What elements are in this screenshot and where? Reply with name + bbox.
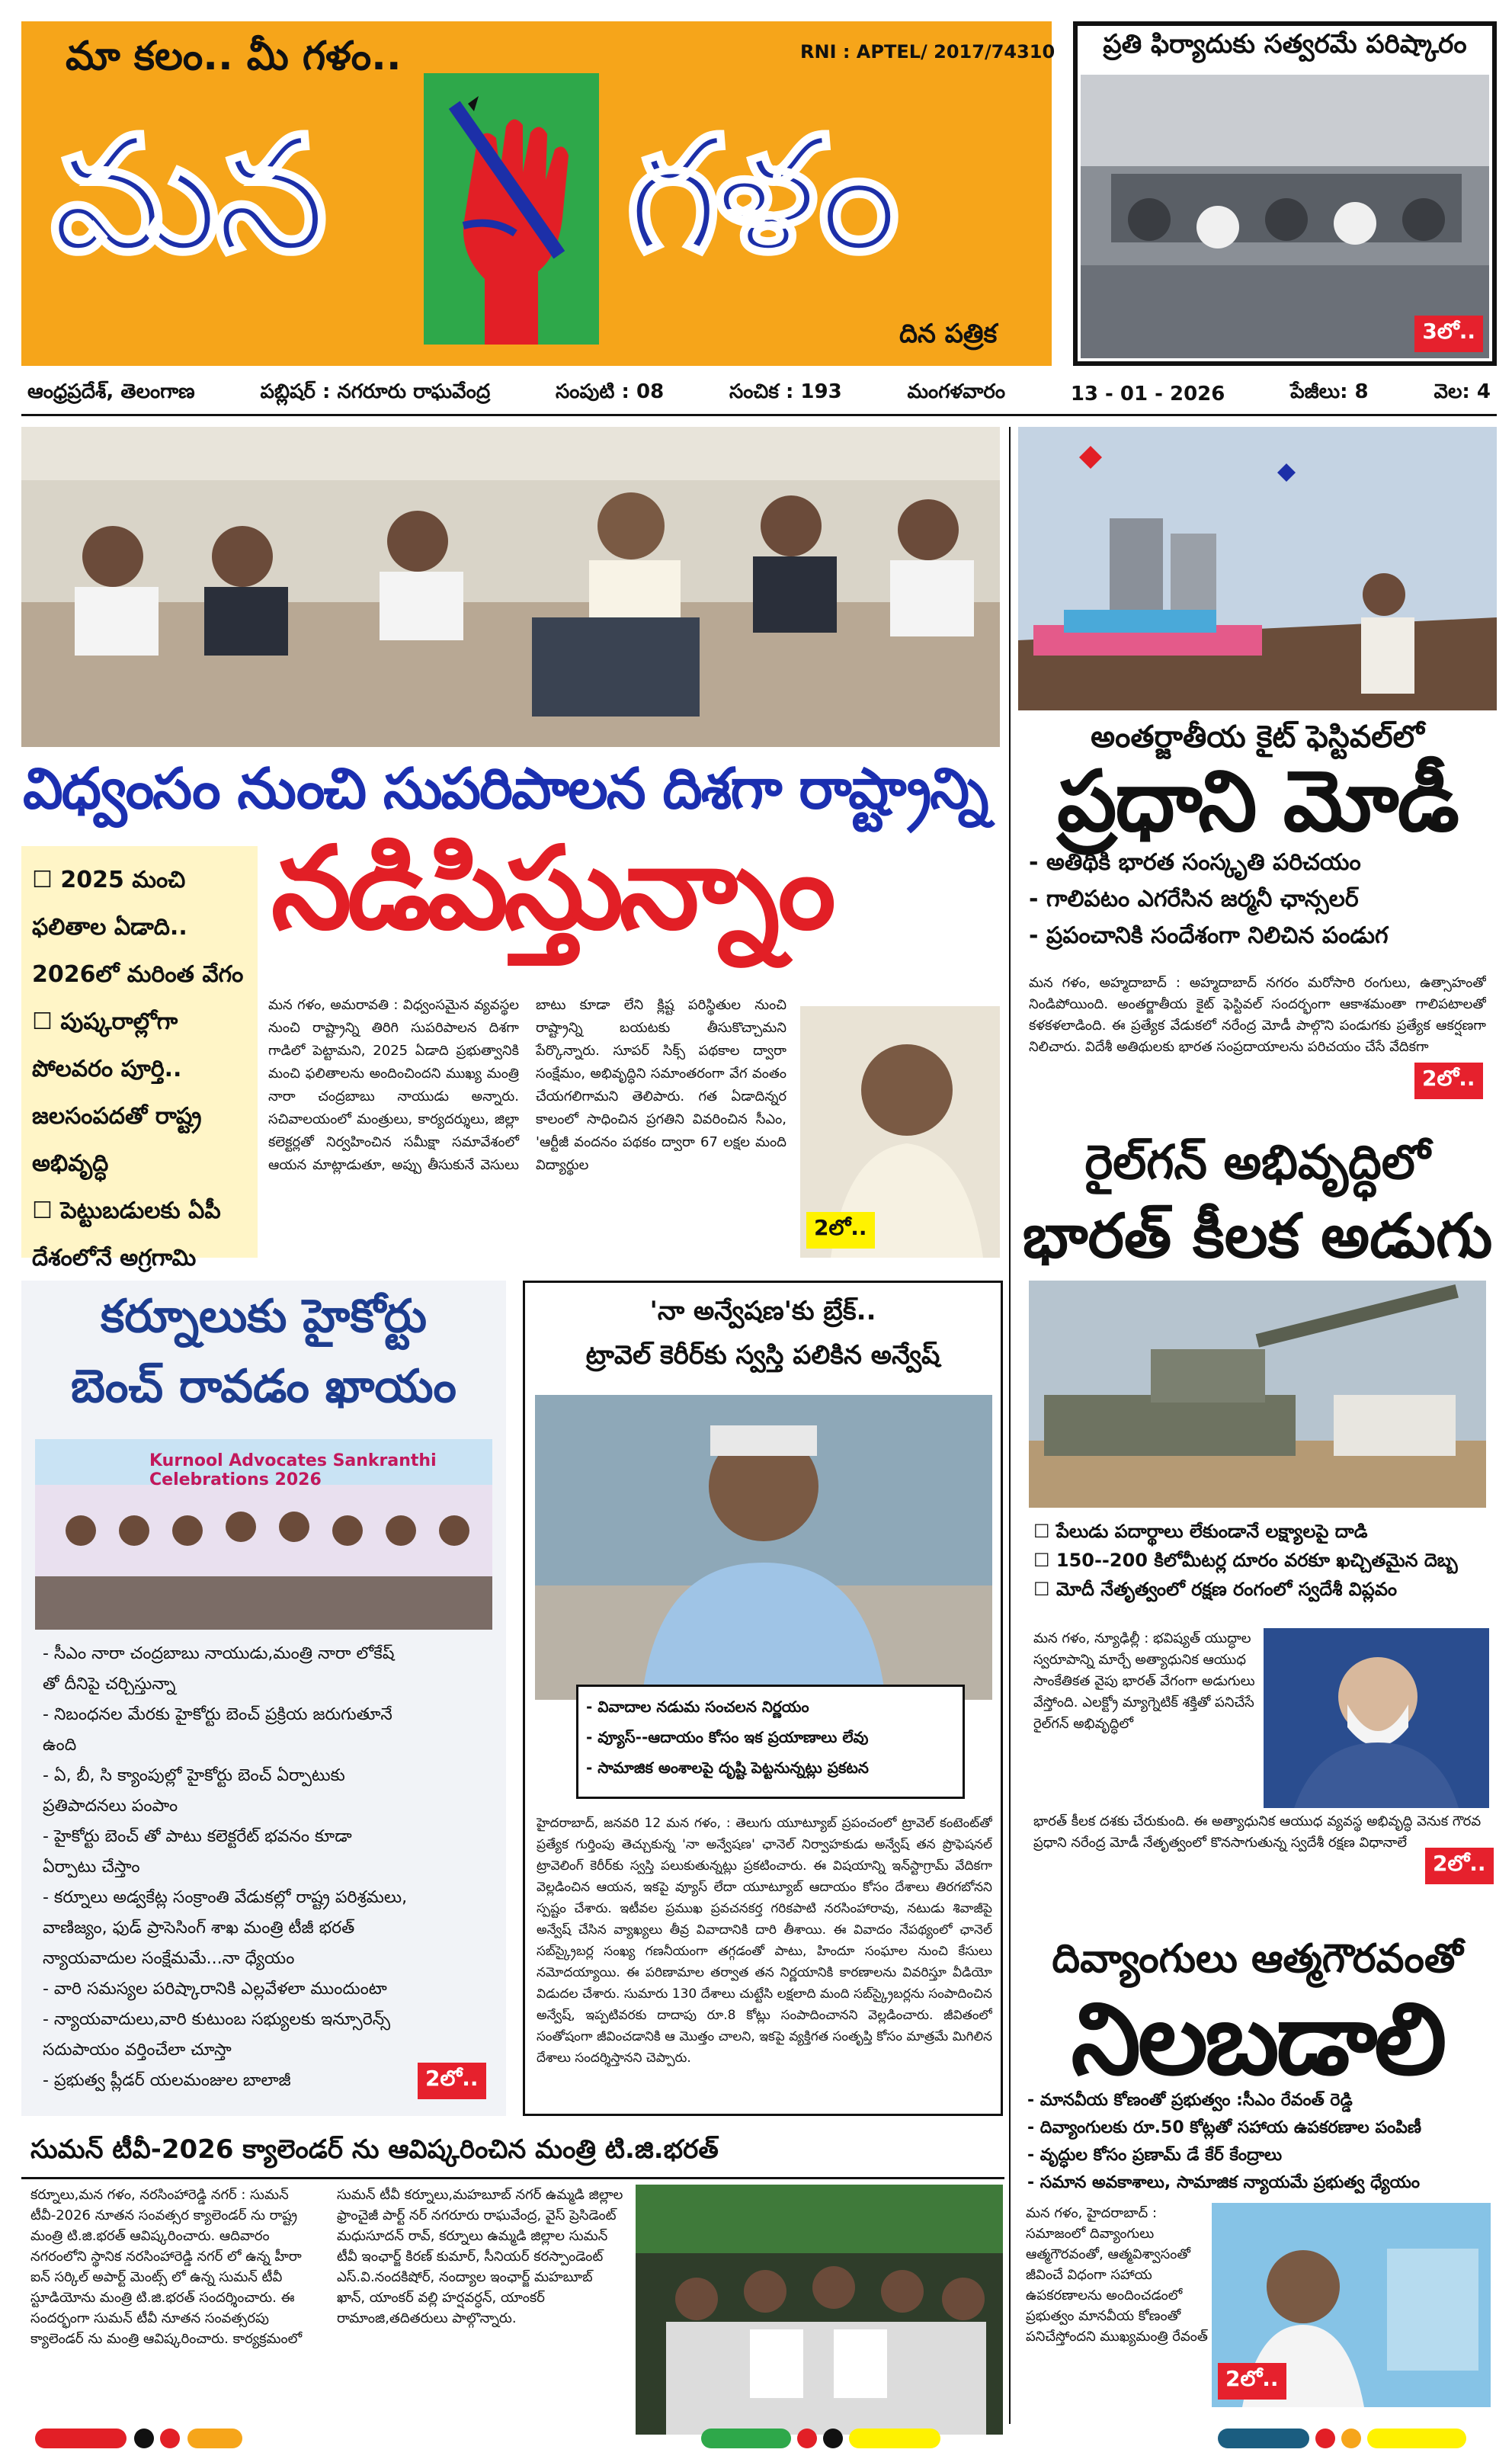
lead-highlight-line: ఫలితాల ఏడాది.. <box>32 914 187 941</box>
railgun-subheading: రైల్‌గన్ అభివృద్ధిలో <box>1084 1134 1430 1190</box>
disabled-bullet: - వృద్ధుల కోసం ప్రణామ్ డే కేర్ కేంద్రాలు <box>1027 2146 1283 2165</box>
kite-subheading: అంతర్జాతీయ కైట్ ఫెస్టివల్‌లో <box>1091 720 1424 755</box>
lead-highlights <box>21 846 258 1271</box>
suman-article-body: కర్నూలు,మన గళం, నరసింహారెడ్డి నగర్ : సుమన్ టీవీ-2026 నూతన సంవత్సర క్యాలెండర్ ను రాష్ట్ర మంత్రి టి.జి.భరత్ ఆవిష్కరించారు. ఆదివారం నగరంలోని స్థానిక నరసింహారెడ్డి నగర్ లో ఉన్న హీరా ఐన్ సర్కిల్ అపార్ట్ మెంట్స్ లో ఉన్న సుమన్ టీవీ స్టూడియోను మంత్రి టి.జి.భరత్ సందర్శించారు. ఈ సందర్భంగా సుమన్ టీవీ నూతన సంవత్సరపు క్యాలెండర్ ను మంత్రి ఆవిష్కరించారు. కార్యక్రమంలో సుమన్ టీవీ కర్నూలు,మహబూబ్ నగర్ ఉమ్మడి జిల్లాల ఫ్రాంచైజీ పార్ట్ నర్ నగరూరు రాఘవేంద్ర, వైస్ ప్రెసిడెంట్ మధుసూదన్ రావ్, కర్నూలు ఉమ్మడి జిల్లాల సుమన్ టీవీ ఇంఛార్జ్ కిరణ్ కుమార్, సీనియర్ కరస్పాండెంట్ ఎస్.వి.నందకిషోర్, నంద్యాల ఇంఛార్జ్ మహబూబ్ ఖాన్, యాంకర్ వల్లి హర్షవర్ధన్, యాంకర్ రామాంజి,తదితరులు పాల్గొన్నారు. <box>30 2187 623 2347</box>
kite-bullet: - ప్రపంచానికి సందేశంగా నిలిచిన పండుగ <box>1029 922 1389 949</box>
kurnool-bullet: - హైకోర్టు బెంచ్ తో పాటు కలెక్టరేట్ భవనం కూడా <box>43 1827 352 1846</box>
footer-bar-green <box>701 2429 791 2448</box>
suman-calendar-photo <box>636 2185 1003 2435</box>
states-label: ఆంధ్రప్రదేశ్, తెలంగాణ <box>27 380 195 403</box>
kurnool-photo-banner: Kurnool Advocates Sankranthi Celebrations 2026 <box>149 1451 437 1489</box>
footer-dot <box>134 2429 154 2448</box>
lead-highlight-line: అభివృద్ధి <box>32 1150 109 1177</box>
kurnool-bullet: - నిబంధనల మేరకు హైకోర్టు బెంచ్ ప్రక్రియ జరుగుతూనే <box>43 1705 392 1724</box>
kurnool-bullet: ఉంది <box>43 1736 77 1755</box>
footer-dot <box>797 2429 817 2448</box>
masthead-subtitle: దిన పత్రిక <box>899 319 998 349</box>
kurnool-bullet: ఏర్పాటు చేస్తాం <box>43 1858 140 1877</box>
footer-dot <box>1315 2429 1335 2448</box>
kite-page-tag[interactable]: 2లో.. <box>1414 1063 1483 1099</box>
railgun-article-body: మన గళం, న్యూఢిల్లీ : భవిష్యత్ యుద్ధాల స్వరూపాన్ని మార్చే అత్యాధునిక ఆయుధ సాంకేతికత వైపు భారత్ వేగంగా అడుగులు వేస్తోంది. ఎలక్ట్రో మ్యాగ్నెటిక్ శక్తితో పనిచేసే రైల్‌గన్ అభివృద్ధిలో <box>1033 1630 1255 1732</box>
kurnool-bullet: - సీఎం నారా చంద్రబాబు నాయుడు,మంత్రి నారా లోకేష్ <box>43 1644 395 1663</box>
lead-photo <box>21 427 1000 747</box>
lead-headline-main: నడిపిస్తున్నాం <box>271 821 831 955</box>
anvesh-bullet: - వ్యూస్--ఆదాయం కోసం ఇక ప్రయాణాలు లేవు <box>586 1728 869 1746</box>
railgun-headline: భారత్ కీలక అడుగు <box>1022 1200 1493 1271</box>
kurnool-headline-line2: బెంచ్ రావడం ఖాయం <box>71 1360 456 1413</box>
footer-dot <box>823 2429 843 2448</box>
anvesh-bullet: - సామాజిక అంశాలపై దృష్టి పెట్టనున్నట్లు ప్రకటన <box>586 1758 869 1777</box>
lead-page-tag[interactable]: 2లో.. <box>806 1212 875 1249</box>
logo-text-right: గళం <box>626 100 895 288</box>
disabled-article-body: మన గళం, హైదరాబాద్ : సమాజంలో దివ్యాంగులు ఆత్మగౌరవంతో, ఆత్మవిశ్వాసంతో జీవించే విధంగా సహాయ ఉపకరణాలను అందించడంలో ప్రభుత్వం మానవీయ కోణంతో పనిచేస్తోందని ముఖ్యమంత్రి రేవంత్ <box>1026 2205 1208 2345</box>
issue-info-strip <box>21 373 1497 416</box>
kite-bullet: - గాలిపటం ఎగరేసిన జర్మనీ ఛాన్సలర్ <box>1029 886 1359 912</box>
kurnool-bullet: - ప్రభుత్వ ప్లీడర్ యలమంజుల బాలాజీ <box>43 2071 291 2090</box>
kurnool-headline-line1: కర్నూలుకు హైకోర్టు <box>101 1290 427 1343</box>
suman-divider <box>21 2177 1004 2179</box>
lead-highlight-line: పోలవరం పూర్తి.. <box>32 1056 182 1082</box>
kurnool-bullet: న్యాయవాదుల సంక్షేమమే...నా ధ్యేయం <box>43 1949 295 1968</box>
kurnool-event-photo <box>35 1439 492 1630</box>
fist-pen-logo-icon <box>424 73 599 345</box>
anvesh-headline-line1: 'నా అన్వేషణ'కు బ్రేక్.. <box>649 1296 876 1326</box>
kurnool-page-tag[interactable]: 2లో.. <box>418 2063 486 2099</box>
price-label: వెల: 4 <box>1434 380 1491 403</box>
rni-number: RNI : APTEL/ 2017/74310 <box>800 41 1056 63</box>
publisher-label: పబ్లిషర్ : నగరూరు రాఘవేంద్ర <box>260 380 491 403</box>
railgun-bullets <box>1033 1517 1491 1604</box>
footer-dot <box>1341 2429 1361 2448</box>
revanth-reddy-photo <box>1212 2203 1491 2407</box>
disabled-bullet: - దివ్యాంగులకు రూ.50 కోట్లతో సహాయ ఉపకరణాల పంపిణీ <box>1027 2118 1422 2137</box>
disabled-bullet: - సమాన అవకాశాలు, సామాజిక న్యాయమే ప్రభుత్వ ధ్యేయం <box>1027 2173 1421 2192</box>
railgun-article-body-cont: భారత్ కీలక దశకు చేరుకుంది. ఈ అత్యాధునిక ఆయుధ వ్యవస్థ అభివృద్ధి వెనుక గౌరవ ప్రధాని నరేంద్ర మోడీ నేతృత్వంలో కొనసాగుతున్న స్వదేశీ రక్షణ విధానాలే <box>1033 1813 1482 1851</box>
disabled-bullets <box>1027 2087 1492 2197</box>
lead-article-body: మన గళం, అమరావతి : విధ్వంసమైన వ్యవస్థల నుంచి రాష్ట్రాన్ని తిరిగి సుపరిపాలన దిశగా గాడిలో పెట్టామని, 2025 ఏడాది ప్రభుత్వానికి మంచి ఫలితాలను అందించిందని ముఖ్య మంత్రి నారా చంద్రబాబు నాయుడు అన్నారు. సచివాలయంలో మంత్రులు, కార్యదర్శులు, జిల్లా కలెక్టర్లతో నిర్వహించిన సమీక్షా సమావేశంలో ఆయన మాట్లాడుతూ, అప్పు తీసుకునే వెసులు బాటు కూడా లేని క్లిష్ట పరిస్థితుల నుంచి రాష్ట్రాన్ని బయటకు తీసుకొచ్చామని పేర్కొన్నారు. సూపర్ సిక్స్ పథకాల ద్వారా సంక్షేమం, అభివృద్ధిని సమాంతరంగా వేగ వంతం చేయగలిగామని తెలిపారు. గత ఏడాదిన్నర కాలంలో సాధించిన ప్రగతిని వివరించిన సీఎం, 'ఆర్టీజీ వందనం పథకం ద్వారా 67 లక్షల మంది విద్యార్థుల <box>268 997 786 1173</box>
railgun-page-tag[interactable]: 2లో.. <box>1425 1848 1494 1884</box>
teaser-title: ప్రతి ఫిర్యాదుకు సత్వరమే పరిష్కారం <box>1103 29 1467 59</box>
railgun-photo <box>1029 1281 1486 1508</box>
issue-label: సంచిక : 193 <box>729 380 842 403</box>
kite-bullets <box>1029 845 1486 954</box>
footer-bar-blue <box>1218 2429 1309 2448</box>
kite-headline: ప్రధాని మోడీ <box>1057 752 1458 850</box>
lead-portrait-photo <box>800 1006 1000 1258</box>
kite-festival-photo <box>1018 427 1497 710</box>
masthead-slogan: మా కలం.. మీ గళం.. <box>66 34 402 79</box>
day-label: మంగళవారం <box>907 380 1005 403</box>
anvesh-article-body: హైదరాబాద్, జనవరి 12 మన గళం, : తెలుగు యూట్యూబ్ ప్రపంచంలో ట్రావెల్ కంటెంట్‌తో ప్రత్యేక గుర్తింపు తెచ్చుకున్న 'నా అన్వేషణ' ఛానెల్ నిర్వాహకుడు అన్వేష్ తన ప్రొఫెషనల్ ట్రావెలింగ్ కెరీర్‌కు స్వస్తి పలుకుతున్నట్లు ప్రకటించారు. ఈ విషయాన్ని ఇన్‌స్టాగ్రామ్ వేదికగా వెల్లడించిన ఆయన, ఇకపై వ్యూస్ లేదా యూట్యూబ్ ఆదాయం కోసం దేశాలు తిరగబోనని స్పష్టం చేశారు. ఇటీవల ప్రముఖ ప్రవచనకర్త గరికపాటి నరసింహారావు, నటుడు శివాజీపై అన్వేష్ చేసిన వ్యాఖ్యలు తీవ్ర వివాదానికి దారి తీశాయి. ఈ వివాదం నేపథ్యంలో ఛానెల్ సబ్‌స్క్రైబర్ల సంఖ్య గణనీయంగా తగ్గడంతో పాటు, హిందూ సంఘాల నుంచి కేసులు నమోదయ్యాయి. ఈ పరిణామాల తర్వాత తన నిర్ణయానికి కారణాలను వివరిస్తూ వీడియో విడుదల చేశారు. సుమారు 130 దేశాలు చుట్టేసి లక్షలాది మంది సబ్‌స్క్రైబర్లను సంపాదించిన అన్వేష్, ఇప్పటివరకు దాదాపు రూ.8 కోట్లు సంపాదించానని వెల్లడించారు. జీవితంలో సంతోషంగా జీవించడానికి ఆ మొత్తం చాలని, ఇకపై వ్యక్తిగత సంతృప్తి కోసం మాత్రమే మిగిలిన దేశాలు సందర్శిస్తానని చెప్పారు. <box>537 1816 992 2066</box>
kurnool-bullets <box>43 1639 500 2096</box>
kurnool-bullet: - కర్నూలు అడ్వకేట్ల సంక్రాంతి వేడుకల్లో రాష్ట్ర పరిశ్రమలు, <box>43 1888 408 1907</box>
lead-highlight-line: జలసంపదతో రాష్ట్ర <box>32 1103 202 1130</box>
pages-label: పేజీలు: 8 <box>1290 380 1369 403</box>
footer-bar-yellow <box>849 2429 940 2448</box>
lead-highlight-line: ☐ పెట్టుబడులకు ఏపీ <box>32 1197 221 1224</box>
teaser-page-tag[interactable]: 3లో.. <box>1414 316 1483 352</box>
footer-bar-yellow-2 <box>1367 2429 1466 2448</box>
kurnool-bullet: - ఏ, బీ, సి క్యాంపుల్లో హైకోర్టు బెంచ్ ఏర్పాటుకు <box>43 1766 345 1785</box>
footer-bar-red <box>35 2429 127 2448</box>
railgun-bullet: ☐ 150--200 కిలోమీటర్ల దూరం వరకూ ఖచ్చితమైన దెబ్బ <box>1033 1550 1458 1571</box>
anvesh-photo <box>535 1395 992 1700</box>
anvesh-bullets <box>576 1685 965 1799</box>
suman-headline: సుమన్ టీవీ-2026 క్యాలెండర్ ను ఆవిష్కరించిన మంత్రి టి.జి.భరత్ <box>30 2134 719 2165</box>
kurnool-bullet: తో దీనిపై చర్చిస్తున్నా <box>43 1675 176 1694</box>
kurnool-bullet: - వారి సమస్యల పరిష్కారానికి ఎల్లవేళలా ముందుంటా <box>43 1980 387 1999</box>
lead-highlight-line: 2026లో మరింత వేగం <box>32 961 244 988</box>
kurnool-bullet: వాణిజ్యం, ఫుడ్ ప్రాసెసింగ్ శాఖ మంత్రి టీజీ భరత్ <box>43 1919 355 1938</box>
anvesh-headline-line2: ట్రావెల్ కెరీర్‌కు స్వస్తి పలికిన అన్వేష్ <box>585 1340 940 1371</box>
kurnool-bullet: సదుపాయం వర్తించేలా చూస్తా <box>43 2041 232 2060</box>
footer-dot <box>160 2429 180 2448</box>
anvesh-bullet: - వివాదాల నడుమ సంచలన నిర్ణయం <box>586 1698 809 1716</box>
kite-article-body: మన గళం, అహ్మదాబాద్ : అహ్మదాబాద్ నగరం మరోసారి రంగులు, ఉత్సాహంతో నిండిపోయింది. అంతర్జాతీయ కైట్ ఫెస్టివల్ సందర్భంగా ఆకాశమంతా గాలిపటాలతో కళకళలాడింది. ఈ ప్రత్యేక వేడుకలో నరేంద్ర మోడీ పాల్గొని పండుగకు ప్రత్యేక ఆకర్షణగా నిలిచారు. విదేశీ అతిథులకు భారత సంప్రదాయాలను పరిచయం చేసే వేదికగా <box>1029 975 1486 1055</box>
column-divider <box>1009 427 1011 2424</box>
logo-text-left: మన <box>50 100 323 288</box>
teaser-photo <box>1081 75 1489 358</box>
kurnool-bullet: ప్రతిపాదనలు పంపాం <box>43 1797 178 1816</box>
lead-highlight-line: దేశంలోనే అగ్రగామి <box>32 1245 197 1271</box>
date-label: 13 - 01 - 2026 <box>1070 382 1225 406</box>
modi-portrait-photo <box>1264 1628 1489 1808</box>
railgun-bullet: ☐ పేలుడు పదార్థాలు లేకుండానే లక్ష్యాలపై దాడి <box>1033 1521 1368 1542</box>
lead-headline-top: విధ్వంసం నుంచి సుపరిపాలన దిశగా రాష్ట్రాన్ని <box>23 756 988 822</box>
volume-label: సంపుటి : 08 <box>556 380 665 403</box>
disabled-bullet: - మానవీయ కోణంతో ప్రభుత్వం :సీఎం రేవంత్ రెడ్డి <box>1027 2091 1353 2110</box>
lead-highlight-line: ☐ 2025 మంచి <box>32 867 186 893</box>
railgun-bullet: ☐ మోదీ నేతృత్వంలో రక్షణ రంగంలో స్వదేశీ విప్లవం <box>1033 1579 1398 1600</box>
disabled-page-tag[interactable]: 2లో.. <box>1218 2363 1286 2400</box>
disabled-subheading: దివ్యాంగులు ఆత్మగౌరవంతో <box>1052 1936 1463 1982</box>
kurnool-bullet: - న్యాయవాదులు,వారి కుటుంబ సభ్యులకు ఇన్సూరెన్స్ <box>43 2010 391 2029</box>
kite-bullet: - అతిథికి భారత సంస్కృతి పరిచయం <box>1029 849 1361 876</box>
footer-bar-orange <box>187 2429 242 2448</box>
disabled-headline: నిలబడాలి <box>1071 1980 1444 2097</box>
lead-highlight-line: ☐ పుష్కరాల్లోగా <box>32 1008 178 1035</box>
